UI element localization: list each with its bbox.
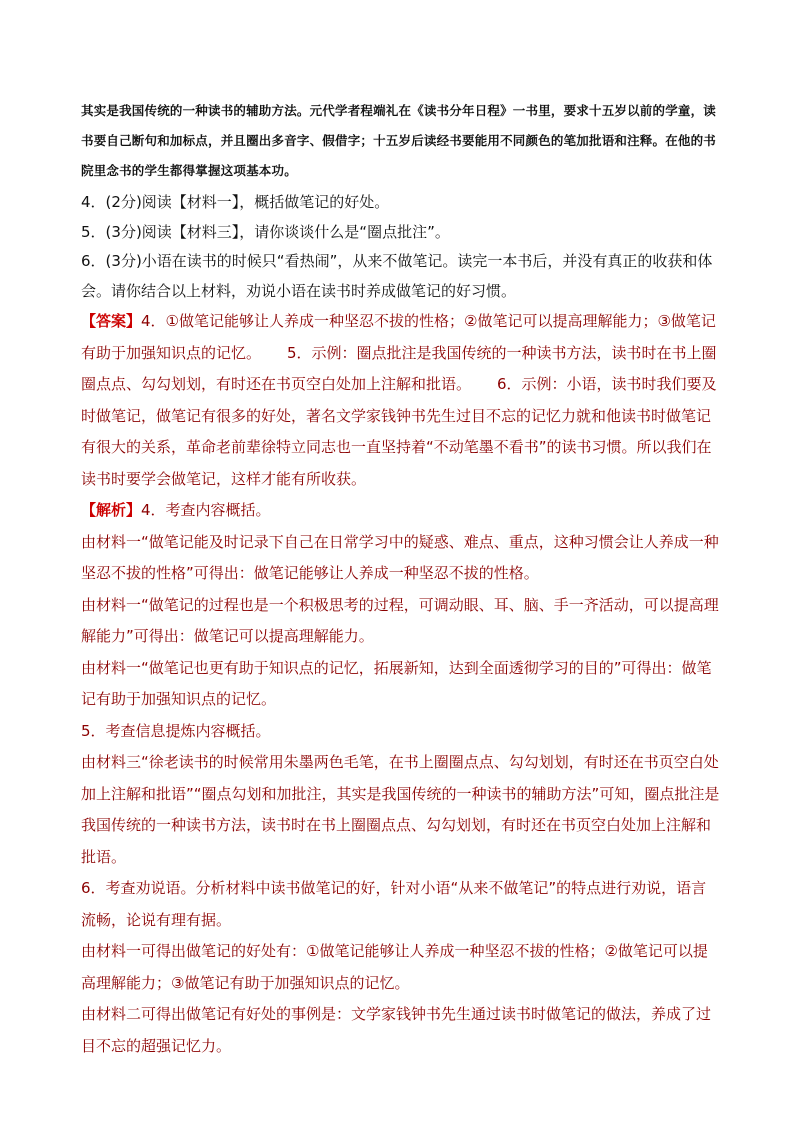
question-4: 4．(2分)阅读【材料一】，概括做笔记的好处。 [81,193,390,211]
analysis-paragraph: 6．考查劝说语。分析材料中读书做笔记的好，针对小语“从来不做笔记”的特点进行劝说，语言流畅，论说有理有据。 [81,879,707,929]
analysis-paragraph: 5．考查信息提炼内容概括。 [81,721,271,740]
answer-block [81,306,721,495]
analysis-paragraph: 由材料一“做笔记的过程也是一个积极思考的过程，可调动眼、耳、脑、手一齐活动，可以提高理解能力”可得出：做笔记可以提高理解能力。 [81,595,719,645]
analysis-head-text: 4．考查内容概括。 [141,501,271,519]
analysis-heading [81,495,721,527]
intro-paragraph: 其实是我国传统的一种读书的辅助方法。元代学者程端礼在《读书分年日程》一书里，要求十五岁以前的学童，读书要自己断句和加标点，并且圈出多音字、假借字；十五岁后读经书要能用不同颜色的笔加批语和注释。在他的书院里念书的学生都得掌握这项基本功。 [81,103,717,178]
analysis-section [81,495,721,1062]
answer-tag: 【答案】 [81,312,142,330]
answer-part-5: 5．示例：圈点批注是我国传统的一种读书方法，读书时在书上圈圈点点、勾勾划划，有时还在书页空白处加上注解和批语。 [81,343,717,393]
answer-part-4: 4．①做笔记能够让人养成一种坚忍不拔的性格；②做笔记可以提高理解能力；③做笔记有助于加强知识点的记忆。 [81,312,716,362]
analysis-paragraph: 由材料一“做笔记也更有助于知识点的记忆，拓展新知，达到全面透彻学习的目的”可得出：做笔记有助于加强知识点的记忆。 [81,658,712,708]
analysis-tag: 【解析】 [81,501,142,519]
analysis-paragraph: 由材料三“徐老读书的时候常用朱墨两色毛笔，在书上圈圈点点、勾勾划划，有时还在书页空白处加上注解和批语”“圈点勾划和加批注，其实是我国传统的一种读书的辅助方法”可知，圈点批注是我国传统的一种读书方法，读书时在书上圈圈点点、勾勾划划，有时还在书页空白处加上注解和批语。 [81,753,720,866]
question-6: 6．(3分)小语在读书的时候只“看热闹”，从来不做笔记。读完一本书后，并没有真正的收获和体会。请你结合以上材料，劝说小语在读书时养成做笔记的好习惯。 [81,252,713,300]
question-5: 5．(3分)阅读【材料三】，请你谈谈什么是“圈点批注”。 [81,222,450,241]
analysis-paragraph: 由材料二可得出做笔记有好处的事例是：文学家钱钟书先生通过读书时做笔记的做法，养成了过目不忘的超强记忆力。 [81,1005,712,1055]
answer-part-6: 6．示例：小语，读书时我们要及时做笔记，做笔记有很多的好处，著名文学家钱钟书先生过目不忘的记忆力就和他读书时做笔记有很大的关系，革命老前辈徐特立同志也一直坚持着“不动笔墨不看书”的读书习惯。所以我们在读书时要学会做笔记，这样才能有所收获。 [81,375,717,488]
analysis-paragraph: 由材料一可得出做笔记的好处有：①做笔记能够让人养成一种坚忍不拔的性格；②做笔记可以提高理解能力；③做笔记有助于加强知识点的记忆。 [81,942,708,992]
document-page [81,96,721,1062]
analysis-paragraph: 由材料一“做笔记能及时记录下自己在日常学习中的疑惑、难点、重点，这种习惯会让人养成一种坚忍不拔的性格”可得出：做笔记能够让人养成一种坚忍不拔的性格。 [81,532,719,582]
